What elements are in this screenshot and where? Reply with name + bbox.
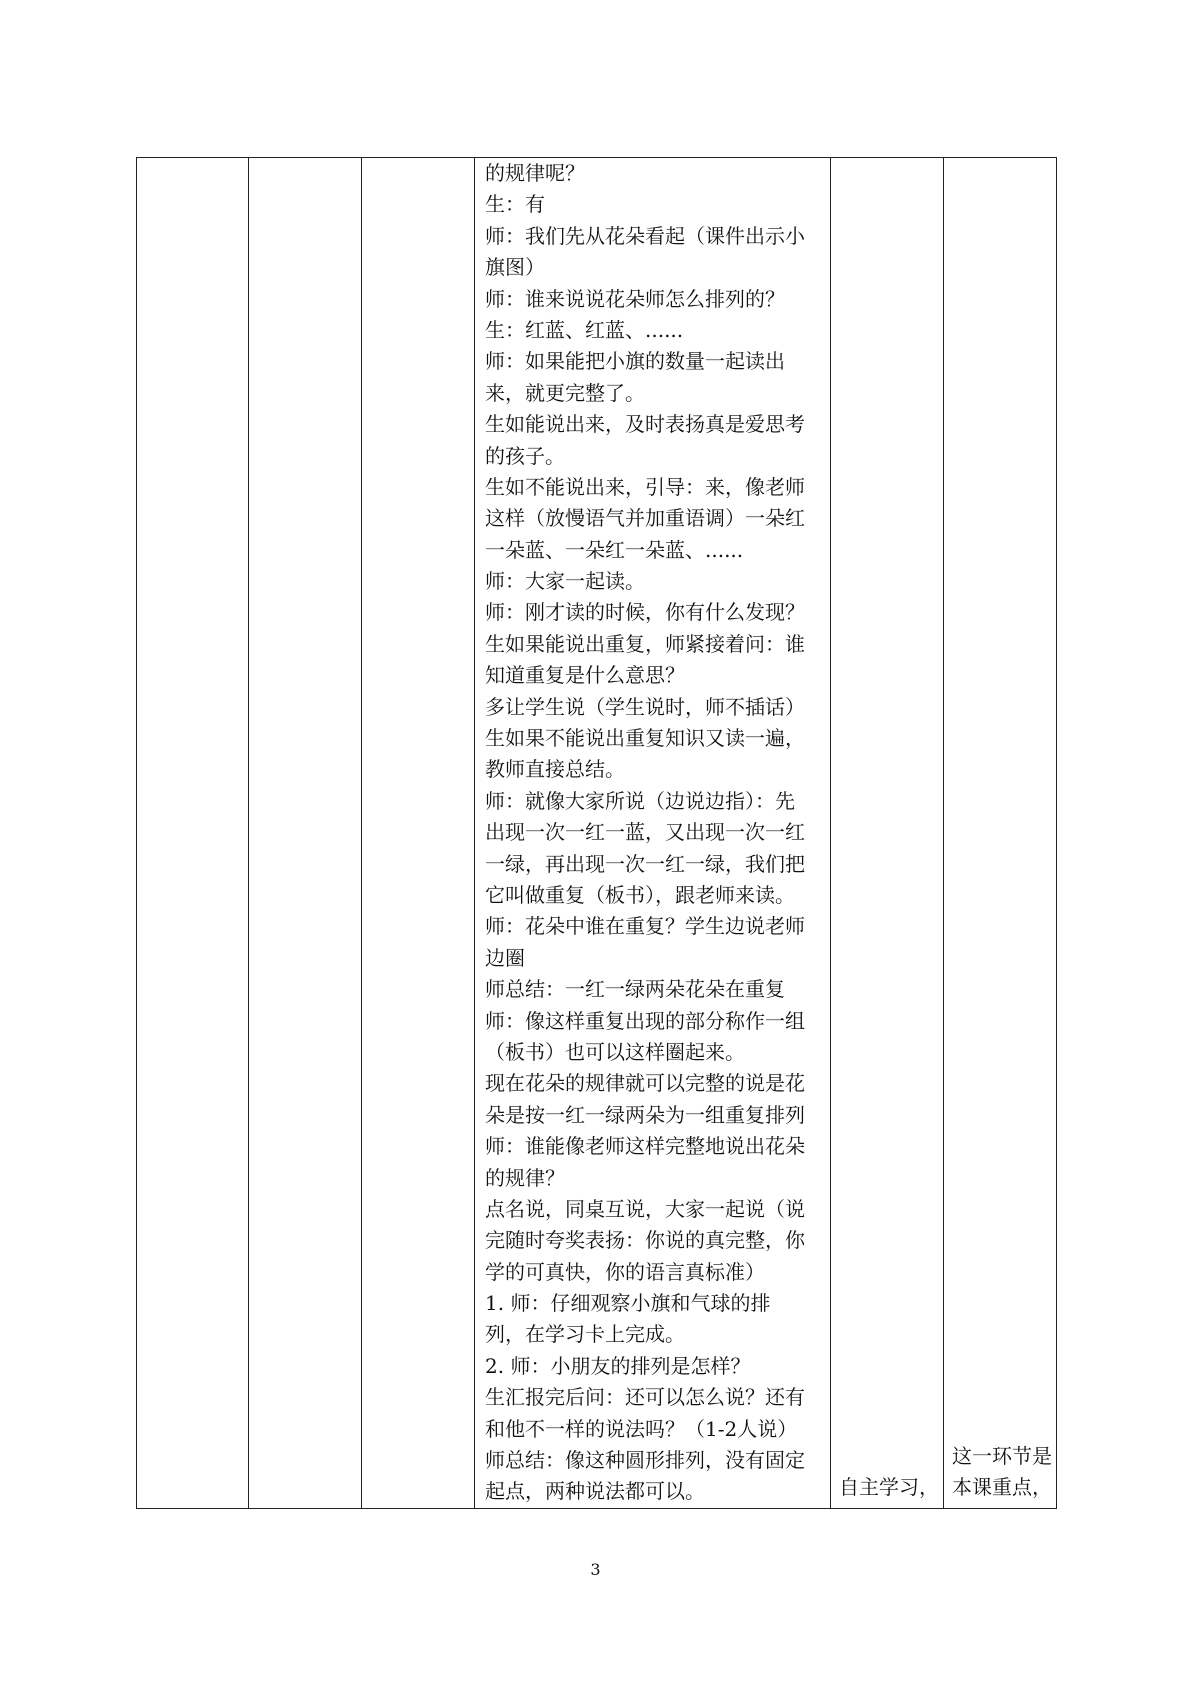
dialogue-line: （板书）也可以这样圈起来。 — [485, 1039, 745, 1064]
dialogue-line: 出现一次一红一蓝，又出现一次一红 — [485, 820, 805, 845]
dialogue-line: 知道重复是什么意思？ — [485, 663, 685, 688]
dialogue-line: 生如果不能说出重复知识又读一遍， — [485, 726, 805, 751]
learning-method-lines — [831, 1472, 943, 1507]
dialogue-line: 师：谁来说说花朵师怎么排列的？ — [485, 286, 785, 311]
dialogue-line: 的孩子。 — [485, 443, 565, 468]
dialogue-line: 边圈 — [485, 945, 525, 970]
learning-method-line: 自主学习， — [839, 1475, 939, 1500]
dialogue-line: 师总结：像这种圆形排列，没有固定 — [485, 1448, 805, 1473]
dialogue-lines — [475, 158, 830, 1508]
dialogue-line: 列，在学习卡上完成。 — [485, 1322, 685, 1347]
design-note-line: 这一环节是 — [952, 1444, 1052, 1469]
design-note-line: 本课重点， — [952, 1475, 1052, 1500]
dialogue-line: 师：花朵中谁在重复？学生边说老师 — [485, 914, 805, 939]
dialogue-line: 学的可真快，你的语言真标准） — [485, 1259, 765, 1284]
design-note-cell — [944, 158, 1057, 1509]
design-note-lines — [944, 1441, 1056, 1508]
dialogue-line: 师：像这样重复出现的部分称作一组 — [485, 1008, 805, 1033]
dialogue-line: 这样（放慢语气并加重语调）一朵红 — [485, 506, 805, 531]
dialogue-line: 生汇报完后问：还可以怎么说？还有 — [485, 1385, 805, 1410]
dialogue-line: 师总结：一红一绿两朵花朵在重复 — [485, 977, 785, 1002]
page-number: 3 — [590, 1560, 601, 1579]
dialogue-line: 朵是按一红一绿两朵为一组重复排列 — [485, 1102, 805, 1127]
dialogue-line: 生如不能说出来，引导：来，像老师 — [485, 474, 805, 499]
dialogue-line: 2. 师：小朋友的排列是怎样？ — [485, 1353, 751, 1378]
dialogue-line: 点名说，同桌互说，大家一起说（说 — [485, 1196, 805, 1221]
dialogue-line: 师：我们先从花朵看起（课件出示小 — [485, 223, 805, 248]
dialogue-line: 多让学生说（学生说时，师不插话） — [485, 694, 805, 719]
dialogue-line: 的规律？ — [485, 1165, 565, 1190]
dialogue-line: 现在花朵的规律就可以完整的说是花 — [485, 1071, 805, 1096]
dialogue-line: 一绿，再出现一次一红一绿，我们把 — [485, 851, 805, 876]
dialogue-line: 生：有 — [485, 192, 545, 217]
dialogue-line: 起点，两种说法都可以。 — [485, 1479, 705, 1504]
dialogue-line: 和他不一样的说法吗？（1-2人说） — [485, 1416, 798, 1441]
dialogue-line: 师：就像大家所说（边说边指）：先 — [485, 788, 795, 813]
empty-cell-1 — [137, 158, 249, 1509]
dialogue-line: 完随时夸奖表扬：你说的真完整，你 — [485, 1228, 805, 1253]
dialogue-line: 生如能说出来，及时表扬真是爱思考 — [485, 412, 805, 437]
dialogue-line: 一朵蓝、一朵红一朵蓝、...... — [485, 537, 744, 562]
empty-cell-2 — [249, 158, 362, 1509]
dialogue-line: 师：刚才读的时候，你有什么发现？ — [485, 600, 805, 625]
dialogue-line: 师：如果能把小旗的数量一起读出 — [485, 349, 785, 374]
lesson-plan-table — [136, 157, 1057, 1509]
dialogue-line: 它叫做重复（板书），跟老师来读。 — [485, 882, 795, 907]
dialogue-line: 师：谁能像老师这样完整地说出花朵 — [485, 1134, 805, 1159]
dialogue-cell — [475, 158, 831, 1509]
dialogue-line: 教师直接总结。 — [485, 757, 625, 782]
empty-cell-3 — [362, 158, 475, 1509]
dialogue-line: 来，就更完整了。 — [485, 380, 645, 405]
dialogue-line: 的规律呢？ — [485, 161, 585, 185]
dialogue-line: 1. 师：仔细观察小旗和气球的排 — [485, 1291, 771, 1316]
dialogue-line: 生：红蓝、红蓝、...... — [485, 317, 684, 342]
learning-method-cell — [831, 158, 944, 1509]
dialogue-line: 生如果能说出重复，师紧接着问：谁 — [485, 631, 805, 656]
dialogue-line: 师：大家一起读。 — [485, 569, 645, 594]
dialogue-line: 旗图） — [485, 255, 545, 280]
